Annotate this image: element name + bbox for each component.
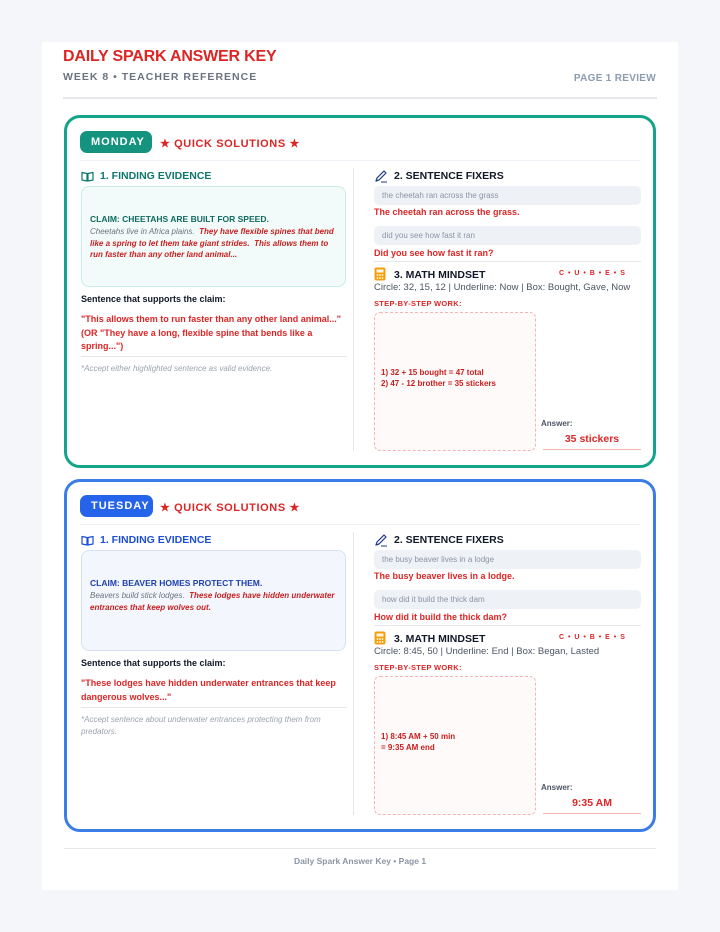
page-subtitle: WEEK 8 • TEACHER REFERENCE xyxy=(63,71,258,83)
support-divider xyxy=(81,356,347,357)
answer-label: Answer: xyxy=(541,783,573,792)
fixer-answer: How did it build the thick dam? xyxy=(374,612,507,622)
fixer-prompt: the busy beaver lives in a lodge xyxy=(374,550,641,569)
work-step: 2) 47 - 12 brother = 35 stickers xyxy=(381,378,496,388)
answer-label: Answer: xyxy=(541,419,573,428)
support-answer: "This allows them to run faster than any other land animal..." (OR "They have a long, flexible spine that bends like a spring...") xyxy=(81,314,342,351)
evidence-passage-box xyxy=(81,186,346,287)
book-icon xyxy=(81,171,94,182)
book-icon xyxy=(81,535,94,546)
header-divider xyxy=(63,97,657,99)
passage-plain: Beavers build stick lodges. xyxy=(90,591,185,600)
day-card-tuesday xyxy=(64,479,656,832)
cubes-label: C • U • B • E • S xyxy=(559,270,626,277)
passage-highlight: This allows them to run faster than any other land animal... xyxy=(90,238,329,259)
calculator-icon xyxy=(374,267,386,281)
step-by-step-label: STEP-BY-STEP WORK: xyxy=(374,663,462,672)
finding-evidence-title: 1. FINDING EVIDENCE xyxy=(100,534,212,546)
fixer-answer: The busy beaver lives in a lodge. xyxy=(374,571,515,581)
pencil-icon xyxy=(374,533,388,547)
work-steps xyxy=(381,368,496,389)
passage-plain: Cheetahs live in Africa plains. xyxy=(90,227,195,236)
passage-text xyxy=(90,590,338,613)
support-answer: "These lodges have hidden underwater entrances that keep dangerous wolves..." xyxy=(81,678,336,702)
pencil-icon xyxy=(374,169,388,183)
fixer-prompt: how did it build the thick dam xyxy=(374,590,641,609)
answer-value: 35 stickers xyxy=(564,433,620,445)
answer-underline xyxy=(543,449,641,450)
day-badge: TUESDAY xyxy=(80,495,153,517)
fixers-divider xyxy=(374,261,641,262)
sentence-fixers-title: 2. SENTENCE FIXERS xyxy=(394,534,504,546)
passage-highlight: They have flexible spines that bend like a spring to let them take giant strides. xyxy=(90,227,334,248)
step-by-step-label: STEP-BY-STEP WORK: xyxy=(374,299,462,308)
cubes-annotation: Circle: 32, 15, 12 | Underline: Now | Box: Bought, Gave, Now xyxy=(374,282,631,293)
column-divider xyxy=(353,168,354,451)
day-badge: MONDAY xyxy=(80,131,152,153)
answer-key-page xyxy=(42,42,678,890)
passage-text xyxy=(90,226,338,261)
quick-solutions-label: ★ QUICK SOLUTIONS ★ xyxy=(160,138,300,150)
work-step: = 9:35 AM end xyxy=(381,742,435,752)
card-divider xyxy=(80,524,640,525)
day-card-monday xyxy=(64,115,656,468)
fixer-answer: Did you see how fast it ran? xyxy=(374,248,494,258)
cubes-label: C • U • B • E • S xyxy=(559,634,626,641)
evidence-passage-box xyxy=(81,550,346,651)
accept-note: *Accept either highlighted sentence as valid evidence. xyxy=(81,364,273,373)
fixer-answer: The cheetah ran across the grass. xyxy=(374,207,520,217)
answer-value: 9:35 AM xyxy=(572,797,612,809)
page-title: DAILY SPARK ANSWER KEY xyxy=(63,48,277,65)
column-divider xyxy=(353,532,354,815)
work-area xyxy=(374,676,536,815)
calculator-icon xyxy=(374,631,386,645)
card-divider xyxy=(80,160,640,161)
finding-evidence-title: 1. FINDING EVIDENCE xyxy=(100,170,212,182)
math-mindset-title: 3. MATH MINDSET xyxy=(394,269,486,281)
fixer-prompt: the cheetah ran across the grass xyxy=(374,186,641,205)
quick-solutions-label: ★ QUICK SOLUTIONS ★ xyxy=(160,502,300,514)
accept-note: *Accept sentence about underwater entrances protecting them from predators. xyxy=(81,715,321,736)
page-footer: Daily Spark Answer Key • Page 1 xyxy=(293,856,427,866)
sentence-fixers-title: 2. SENTENCE FIXERS xyxy=(394,170,504,182)
claim-text: CLAIM: BEAVER HOMES PROTECT THEM. xyxy=(90,578,263,588)
cubes-annotation: Circle: 8:45, 50 | Underline: End | Box: Began, Lasted xyxy=(374,646,600,657)
work-step: 1) 8:45 AM + 50 min xyxy=(381,732,456,741)
answer-underline xyxy=(543,813,641,814)
math-mindset-title: 3. MATH MINDSET xyxy=(394,633,486,645)
support-label: Sentence that supports the claim: xyxy=(81,294,226,304)
work-step: 1) 32 + 15 bought = 47 total xyxy=(381,368,484,377)
work-steps xyxy=(381,732,455,753)
work-area xyxy=(374,312,536,451)
fixer-prompt: did you see how fast it ran xyxy=(374,226,641,245)
fixers-divider xyxy=(374,625,641,626)
support-divider xyxy=(81,707,347,708)
passage-highlight: These lodges have hidden underwater entrances that keep wolves out. xyxy=(90,591,335,612)
footer-divider xyxy=(64,848,656,849)
support-label: Sentence that supports the claim: xyxy=(81,658,226,668)
page-review-label: PAGE 1 REVIEW xyxy=(573,73,656,84)
claim-text: CLAIM: CHEETAHS ARE BUILT FOR SPEED. xyxy=(90,214,269,224)
